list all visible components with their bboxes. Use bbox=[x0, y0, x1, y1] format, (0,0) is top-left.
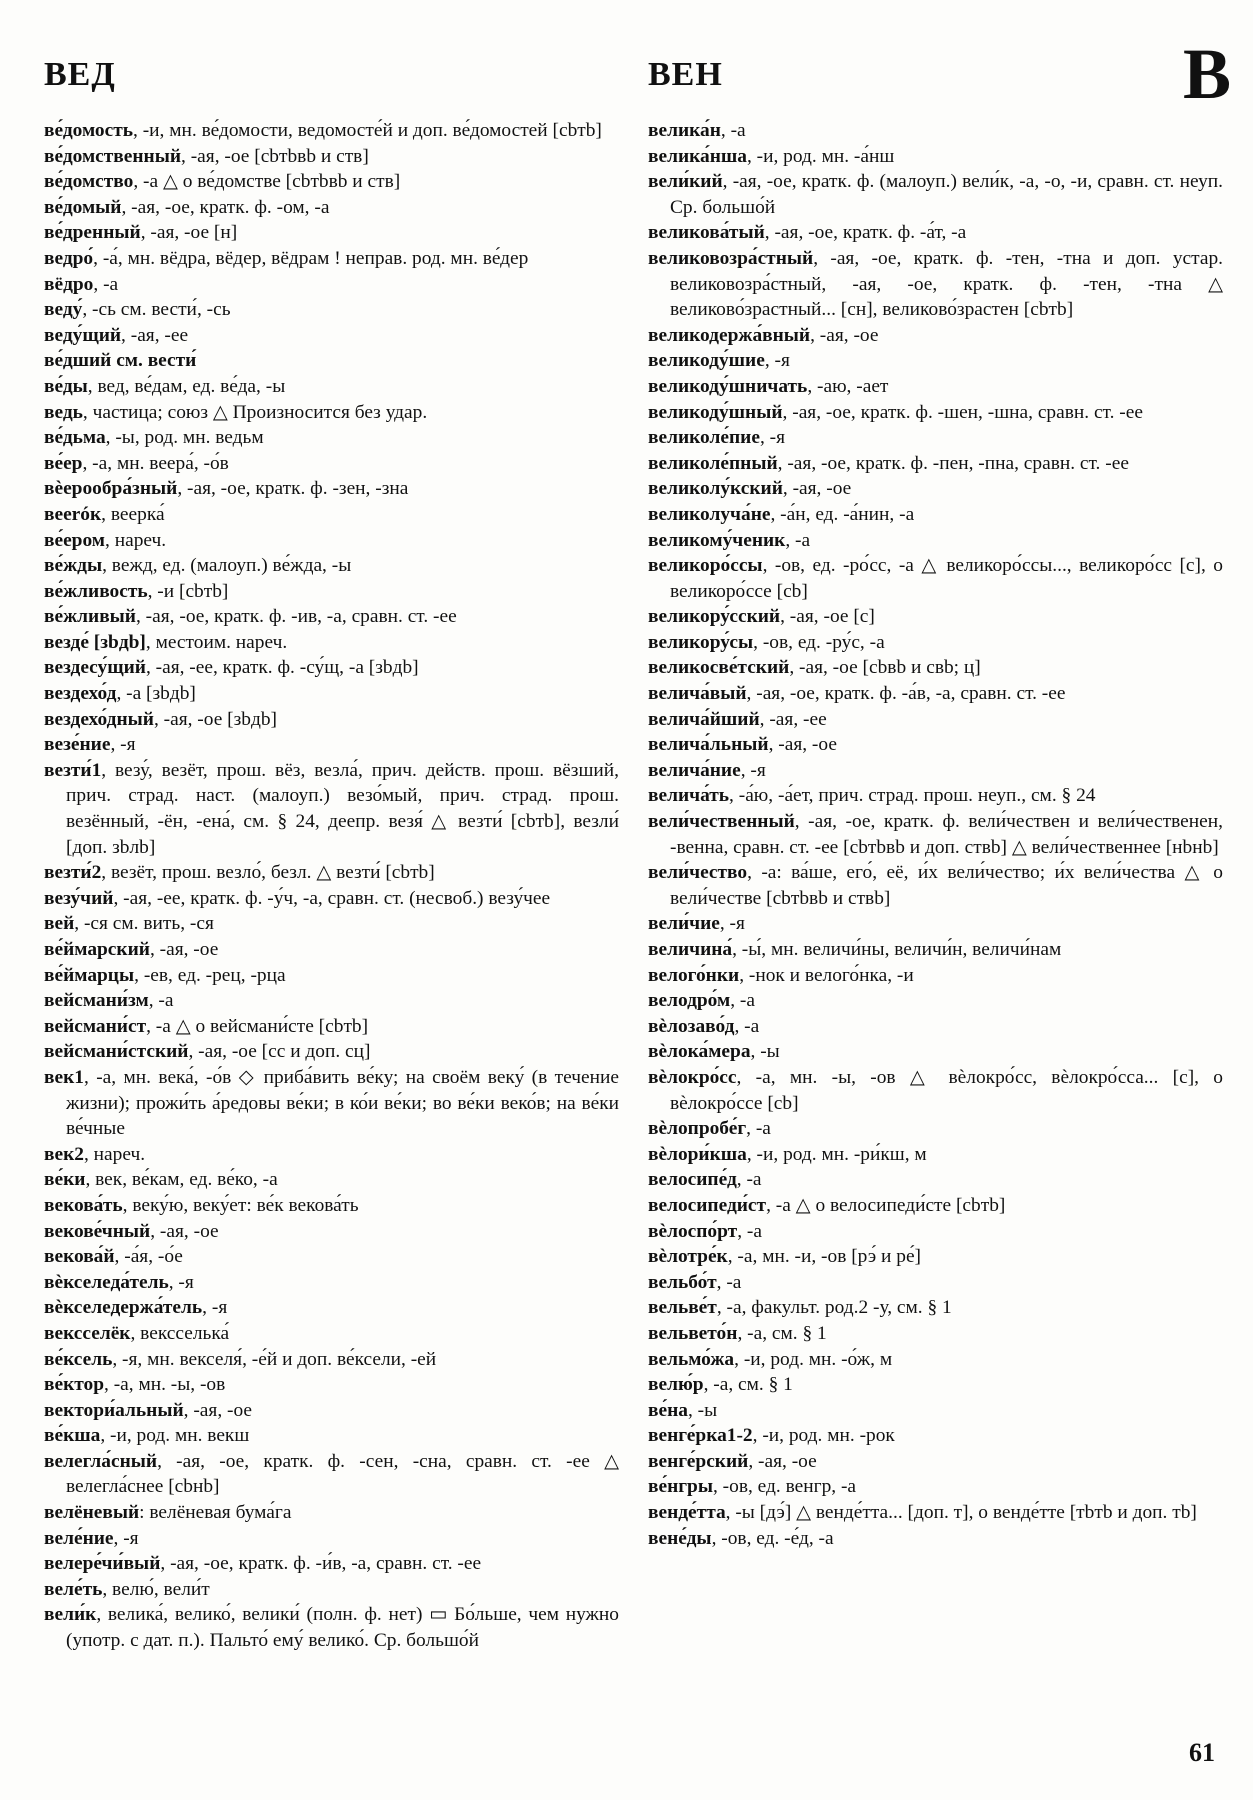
dictionary-entry: ве́домственный, -ая, -ое [сbтbвb и ств] bbox=[44, 145, 369, 167]
dictionary-entry: вездехо́дный, -ая, -ое [зbдb] bbox=[44, 708, 277, 730]
dictionary-entry: велегла́сный, -ая, -ое, кратк. ф. -сен, -сна, сравн. ст. -ее △ велегла́снее [сbнb] bbox=[44, 1450, 619, 1498]
dictionary-entry: ве́жливый, -ая, -ое, кратк. ф. -ив, -а, сравн. ст. -ее bbox=[44, 606, 457, 628]
dictionary-entry: вельмо́жа, -и, род. мн. -о́ж, м bbox=[648, 1348, 893, 1370]
dictionary-entry: великодержа́вный, -ая, -ое bbox=[648, 324, 879, 346]
dictionary-entry: велича́йший, -ая, -ее bbox=[648, 708, 827, 730]
left-guideword: ВЕД bbox=[44, 56, 116, 93]
dictionary-entry: великоро́ссы, -ов, ед. -ро́сс, -а △ великоро́ссы..., великоро́сс [с], о великоро́ссе [сb] bbox=[648, 555, 1223, 602]
dictionary-entry: вѐлоспо́рт, -а bbox=[648, 1220, 762, 1242]
dictionary-entry: вейсмани́ст, -а △ о вейсмани́сте [сbтb] bbox=[44, 1015, 369, 1037]
dictionary-entry: веeróк, веерка́ bbox=[44, 503, 165, 525]
dictionary-entry: великовозра́стный, -ая, -ое, кратк. ф. -тен, -тна и доп. устар. великовозра́стный, -ая, -ое, кратк. ф. -тен, -тна △ великово́зрастный... [сн], великово́зрастен [сbтb] bbox=[648, 247, 1223, 321]
dictionary-entry: ве́кша, -и, род. мн. векш bbox=[44, 1425, 250, 1447]
dictionary-entry: велосипеди́ст, -а △ о велосипеди́сте [сbтb] bbox=[648, 1194, 1006, 1216]
dictionary-entry: ве́домость, -и, мн. ве́домости, ведомосте́й и доп. ве́домостей [сbтb] bbox=[44, 120, 602, 141]
dictionary-entry: великоле́пный, -ая, -ое, кратк. ф. -пен, -пна, сравн. ст. -ее bbox=[648, 452, 1129, 474]
dictionary-entry: вели́кий, -ая, -ое, кратк. ф. (малоуп.) вели́к, -а, -о, -и, сравн. ст. неуп. Ср. большо́й bbox=[648, 171, 1223, 218]
right-column bbox=[648, 118, 1223, 1551]
dictionary-entry: великолуча́не, -а́н, ед. -а́нин, -а bbox=[648, 503, 915, 525]
dictionary-entry: великору́сы, -ов, ед. -ру́с, -а bbox=[648, 631, 885, 653]
dictionary-entry: велосипе́д, -а bbox=[648, 1169, 762, 1191]
right-guideword: ВЕН bbox=[648, 56, 723, 93]
dictionary-entry: величина́, -ы́, мн. величи́ны, величи́н, величи́нам bbox=[648, 939, 1062, 960]
dictionary-entry: вели́к, велика́, велико́, велики́ (полн. ф. нет) ▭ Бо́льше, чем нужно (употр. с дат. п.). Пальто́ ему́ велико́. Ср. большо́й bbox=[44, 1604, 619, 1652]
dictionary-entry: ве́жливость, -и [сbтb] bbox=[44, 580, 229, 602]
dictionary-entry: венге́рка1-2, -и, род. мн. -рок bbox=[648, 1425, 895, 1447]
dictionary-entry: век1, -а, мн. века́, -о́в ◇ приба́вить ве́ку; на своём веку́ (в течение жизни); прожи́ть а́редовы ве́ки; в ко́и ве́ки; во ве́ки веко́в; на ве́ки ве́чные bbox=[44, 1066, 619, 1140]
dictionary-entry: великосве́тский, -ая, -ое [сbвb и свb; ц] bbox=[648, 657, 981, 679]
dictionary-entry: ве́дший см. вести́ bbox=[44, 350, 197, 372]
dictionary-entry: вексселёк, вексселька́ bbox=[44, 1322, 230, 1344]
dictionary-entry: вѐлозаво́д, -а bbox=[648, 1015, 760, 1037]
dictionary-entry: великоду́шничать, -аю, -ает bbox=[648, 375, 889, 397]
dictionary-entry: везти́1, везу́, везёт, прош. вёз, везла́, прич. действ. прош. вёзший, прич. страд. наст. (малоуп.) везо́мый, прич. страд. прош. везённый, -ён, -ена́, см. § 24, деепр. везя́ △ везти́ [сbтb], везли́ [доп. зbлb] bbox=[44, 759, 619, 858]
dictionary-entry: везе́ние, -я bbox=[44, 734, 136, 756]
dictionary-entry: вездехо́д, -а [зbдb] bbox=[44, 683, 196, 705]
dictionary-entry: вели́чественный, -ая, -ое, кратк. ф. вели́чествен и вели́чественен, -венна, сравн. ст. -ее [сbтbвb и доп. ствb] △ вели́чественнее [нbнb] bbox=[648, 811, 1223, 858]
dictionary-entry: ве́дренный, -ая, -ое [н] bbox=[44, 222, 238, 244]
dictionary-entry: вѐкселеда́тель, -я bbox=[44, 1271, 194, 1293]
dictionary-entry: веду́щий, -ая, -ее bbox=[44, 324, 189, 346]
dictionary-entry: ве́ймарцы, -ев, ед. -рец, -рца bbox=[44, 964, 286, 986]
dictionary-entry: велого́нки, -нок и велого́нка, -и bbox=[648, 964, 914, 986]
dictionary-entry: векове́чный, -ая, -ое bbox=[44, 1220, 219, 1242]
dictionary-entry: велере́чи́вый, -ая, -ое, кратк. ф. -и́в, -а, сравн. ст. -ее bbox=[44, 1553, 482, 1575]
dictionary-entry: вели́чество, -а: ва́ше, его́, её, и́х вели́чество; и́х вели́чества △ о вели́честве [сbтbвb и ствb] bbox=[648, 862, 1223, 909]
dictionary-entry: вене́ды, -ов, ед. -е́д, -а bbox=[648, 1527, 834, 1549]
dictionary-entry: вѐлопробе́г, -а bbox=[648, 1118, 771, 1140]
dictionary-entry: ве́на, -ы bbox=[648, 1399, 718, 1421]
dictionary-entry: вей, -ся см. вить, -ся bbox=[44, 913, 214, 935]
dictionary-entry: велю́р, -а, см. § 1 bbox=[648, 1374, 793, 1396]
dictionary-entry: векова́ть, веку́ю, веку́ет: ве́к векова́ть bbox=[44, 1194, 359, 1216]
dictionary-entry: ведь, частица; союз △ Произносится без удар. bbox=[44, 401, 428, 423]
dictionary-entry: великоле́пие, -я bbox=[648, 427, 786, 449]
dictionary-entry: ве́дьма, -ы, род. мн. ведьм bbox=[44, 427, 264, 449]
dictionary-entry: ве́жды, вежд, ед. (малоуп.) ве́жда, -ы bbox=[44, 555, 352, 577]
dictionary-entry: велика́нша, -и, род. мн. -а́нш bbox=[648, 145, 895, 167]
dictionary-entry: ве́ктор, -а, мн. -ы, -ов bbox=[44, 1374, 226, 1396]
dictionary-entry: везу́чий, -ая, -ее, кратк. ф. -у́ч, -а, сравн. ст. (несвоб.) везу́чее bbox=[44, 887, 551, 909]
dictionary-entry: великоду́шный, -ая, -ое, кратк. ф. -шен, -шна, сравн. ст. -ее bbox=[648, 401, 1143, 423]
dictionary-entry: ве́ксель, -я, мн. векселя́, -е́й и доп. ве́ксели, -ей bbox=[44, 1348, 437, 1370]
dictionary-entry: великолу́кский, -ая, -ое bbox=[648, 478, 852, 500]
dictionary-entry: ве́ером, нареч. bbox=[44, 529, 167, 551]
dictionary-entry: великоду́шие, -я bbox=[648, 350, 790, 372]
dictionary-entry: вейсмани́зм, -а bbox=[44, 990, 174, 1012]
dictionary-entry: веду́, -сь см. вести́, -сь bbox=[44, 299, 231, 321]
dictionary-entry: ве́нгры, -ов, ед. венгр, -а bbox=[648, 1476, 857, 1498]
dictionary-entry: великова́тый, -ая, -ое, кратк. ф. -а́т, -а bbox=[648, 222, 967, 244]
dictionary-entry: велёневый: велёневая бума́га bbox=[44, 1502, 292, 1524]
dictionary-entry: вѐлокро́сс, -а, мн. -ы, -ов △ вѐлокро́сс, вѐлокро́сса... [с], о вѐлокро́ссе [сb] bbox=[648, 1066, 1223, 1114]
dictionary-entry: вельве́т, -а, факульт. род.2 -у, см. § 1 bbox=[648, 1297, 952, 1319]
dictionary-entry: ве́домство, -а △ о ве́домстве [сbтbвb и ств] bbox=[44, 171, 401, 193]
dictionary-entry: вели́чие, -я bbox=[648, 913, 745, 935]
dictionary-entry: везде́ [зbдb], местоим. нареч. bbox=[44, 631, 288, 653]
dictionary-entry: везти́2, везёт, прош. везло́, безл. △ везти́ [сbтb] bbox=[44, 862, 435, 884]
dictionary-entry: вѐлотре́к, -а, мн. -и, -ов [рэ́ и ре́] bbox=[648, 1246, 922, 1268]
dictionary-entry: веле́ть, велю́, вели́т bbox=[44, 1578, 210, 1600]
dictionary-entry: вѐлори́кша, -и, род. мн. -ри́кш, м bbox=[648, 1143, 927, 1165]
dictionary-entry: вельвето́н, -а, см. § 1 bbox=[648, 1322, 827, 1344]
dictionary-entry: вейсмани́стский, -ая, -ое [сс и доп. сц] bbox=[44, 1041, 371, 1063]
dictionary-entry: велича́вый, -ая, -ое, кратк. ф. -а́в, -а, сравн. ст. -ее bbox=[648, 683, 1066, 705]
dictionary-entry: ве́ды, вед, ве́дам, ед. ве́да, -ы bbox=[44, 375, 286, 397]
section-letter: В bbox=[1182, 34, 1231, 114]
left-column bbox=[44, 118, 619, 1654]
dictionary-entry: ведро́, -а́, мн. вёдра, вёдер, вёдрам ! неправ. род. мн. ве́дер bbox=[44, 247, 529, 269]
dictionary-entry: великору́сский, -ая, -ое [с] bbox=[648, 606, 875, 628]
dictionary-entry: венге́рский, -ая, -ое bbox=[648, 1450, 817, 1472]
dictionary-entry: вёдро, -а bbox=[44, 273, 119, 295]
dictionary-entry: ве́домый, -ая, -ое, кратк. ф. -ом, -а bbox=[44, 196, 330, 218]
dictionary-entry: велича́льный, -ая, -ое bbox=[648, 734, 837, 756]
dictionary-entry: век2, нареч. bbox=[44, 1143, 146, 1165]
dictionary-entry: ве́ймарский, -ая, -ое bbox=[44, 939, 219, 960]
dictionary-entry: веле́ние, -я bbox=[44, 1527, 139, 1549]
dictionary-entry: велича́ние, -я bbox=[648, 759, 766, 781]
dictionary-entry: велодро́м, -а bbox=[648, 990, 755, 1012]
dictionary-entry: венде́тта, -ы [дэ́] △ венде́тта... [доп. т], о венде́тте [тbтb и доп. тb] bbox=[648, 1502, 1197, 1524]
dictionary-entry: вельбо́т, -а bbox=[648, 1271, 742, 1293]
dictionary-entry: векова́й, -а́я, -о́е bbox=[44, 1246, 183, 1268]
dictionary-entry: вѐерообра́зный, -ая, -ое, кратк. ф. -зен, -зна bbox=[44, 478, 409, 500]
dictionary-entry: велика́н, -а bbox=[648, 120, 746, 141]
dictionary-entry: вездесу́щий, -ая, -ее, кратк. ф. -су́щ, -а [зbдb] bbox=[44, 657, 419, 679]
dictionary-entry: ве́ки, век, ве́кам, ед. ве́ко, -а bbox=[44, 1169, 278, 1191]
dictionary-entry: великому́ченик, -а bbox=[648, 529, 811, 551]
dictionary-entry: ве́ер, -а, мн. веера́, -о́в bbox=[44, 452, 229, 474]
dictionary-entry: вектори́альный, -ая, -ое bbox=[44, 1399, 253, 1421]
page-number: 61 bbox=[1189, 1738, 1215, 1767]
dictionary-entry: велича́ть, -а́ю, -а́ет, прич. страд. прош. неуп., см. § 24 bbox=[648, 785, 1096, 807]
dictionary-entry: вѐлока́мера, -ы bbox=[648, 1041, 780, 1063]
dictionary-entry: вѐкселедержа́тель, -я bbox=[44, 1297, 228, 1319]
